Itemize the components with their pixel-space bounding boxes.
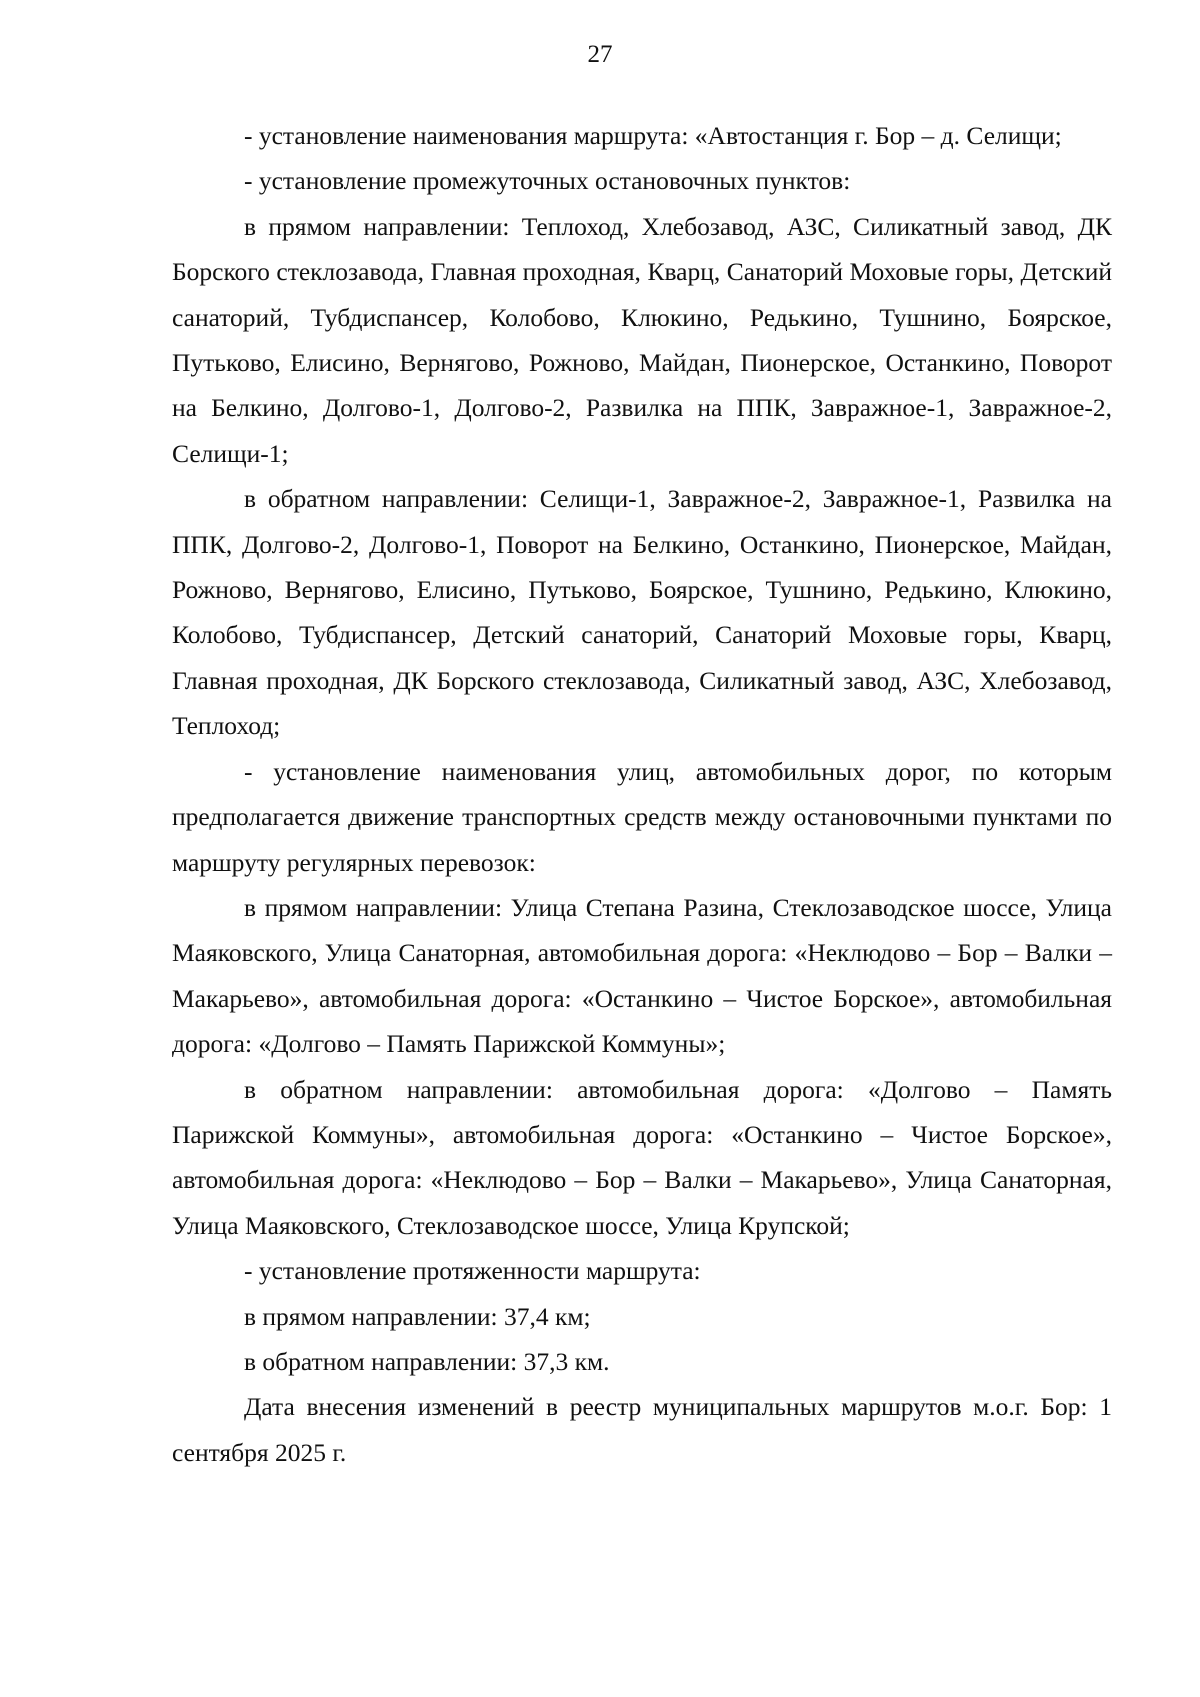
paragraph-streets-forward: в прямом направлении: Улица Степана Разина, Стеклозаводское шоссе, Улица Маяковского, Улица Санаторная, автомобильная дорога: «Неклюдово – Бор – Валки – Макарьево», автомобильная дорога: «Останкино – Чистое Борское», автомобильная дорога: «Долгово – Память Парижской Коммуны»; [172,892,1112,1059]
page-number: 27 [587,41,613,68]
document-body [172,113,1112,1475]
paragraph-streets-backward: в обратном направлении: автомобильная дорога: «Долгово – Память Парижской Коммуны», автомобильная дорога: «Останкино – Чистое Борское», автомобильная дорога: «Неклюдово – Бор – Валки – Макарьево», Улица Санаторная, Улица Маяковского, Стеклозаводское шоссе, Улица Крупской; [172,1074,1112,1240]
paragraph-length-heading: - установление протяженности маршрута: [244,1256,701,1286]
paragraph-stops-forward: в прямом направлении: Теплоход, Хлебозавод, АЗС, Силикатный завод, ДК Борского стеклозавода, Главная проходная, Кварц, Санаторий Моховые горы, Детский санаторий, Тубдиспансер, Колобово, Клюкино, Редькино, Тушнино, Боярское, Путьково, Елисино, Вернягово, Рожново, Майдан, Пионерское, Останкино, Поворот на Белкино, Долгово-1, Долгово-2, Развилка на ППК, Завражное-1, Завражное-2, Селищи-1; [172,211,1112,468]
paragraph-length-forward: в прямом направлении: 37,4 км; [244,1301,591,1331]
paragraph-stops-heading: - установление промежуточных остановочных пунктов: [244,166,851,196]
paragraph-registry-date: Дата внесения изменений в реестр муниципальных маршрутов м.о.г. Бор: 1 сентября 2025 г. [172,1392,1112,1467]
paragraph-length-backward: в обратном направлении: 37,3 км. [244,1346,610,1376]
paragraph-streets-heading: - установление наименования улиц, автомобильных дорог, по которым предполагается движение транспортных средств между остановочными пунктами по маршруту регулярных перевозок: [172,756,1112,877]
paragraph-route-name: - установление наименования маршрута: «Автостанция г. Бор – д. Селищи; [244,121,1062,150]
paragraph-stops-backward: в обратном направлении: Селищи-1, Завражное-2, Завражное-1, Развилка на ППК, Долгово-2, Долгово-1, Поворот на Белкино, Останкино, Пионерское, Майдан, Рожново, Вернягово, Елисино, Путьково, Боярское, Тушнино, Редькино, Клюкино, Колобово, Тубдиспансер, Детский санаторий, Санаторий Моховые горы, Кварц, Главная проходная, ДК Борского стеклозавода, Силикатный завод, АЗС, Хлебозавод, Теплоход; [172,484,1112,741]
